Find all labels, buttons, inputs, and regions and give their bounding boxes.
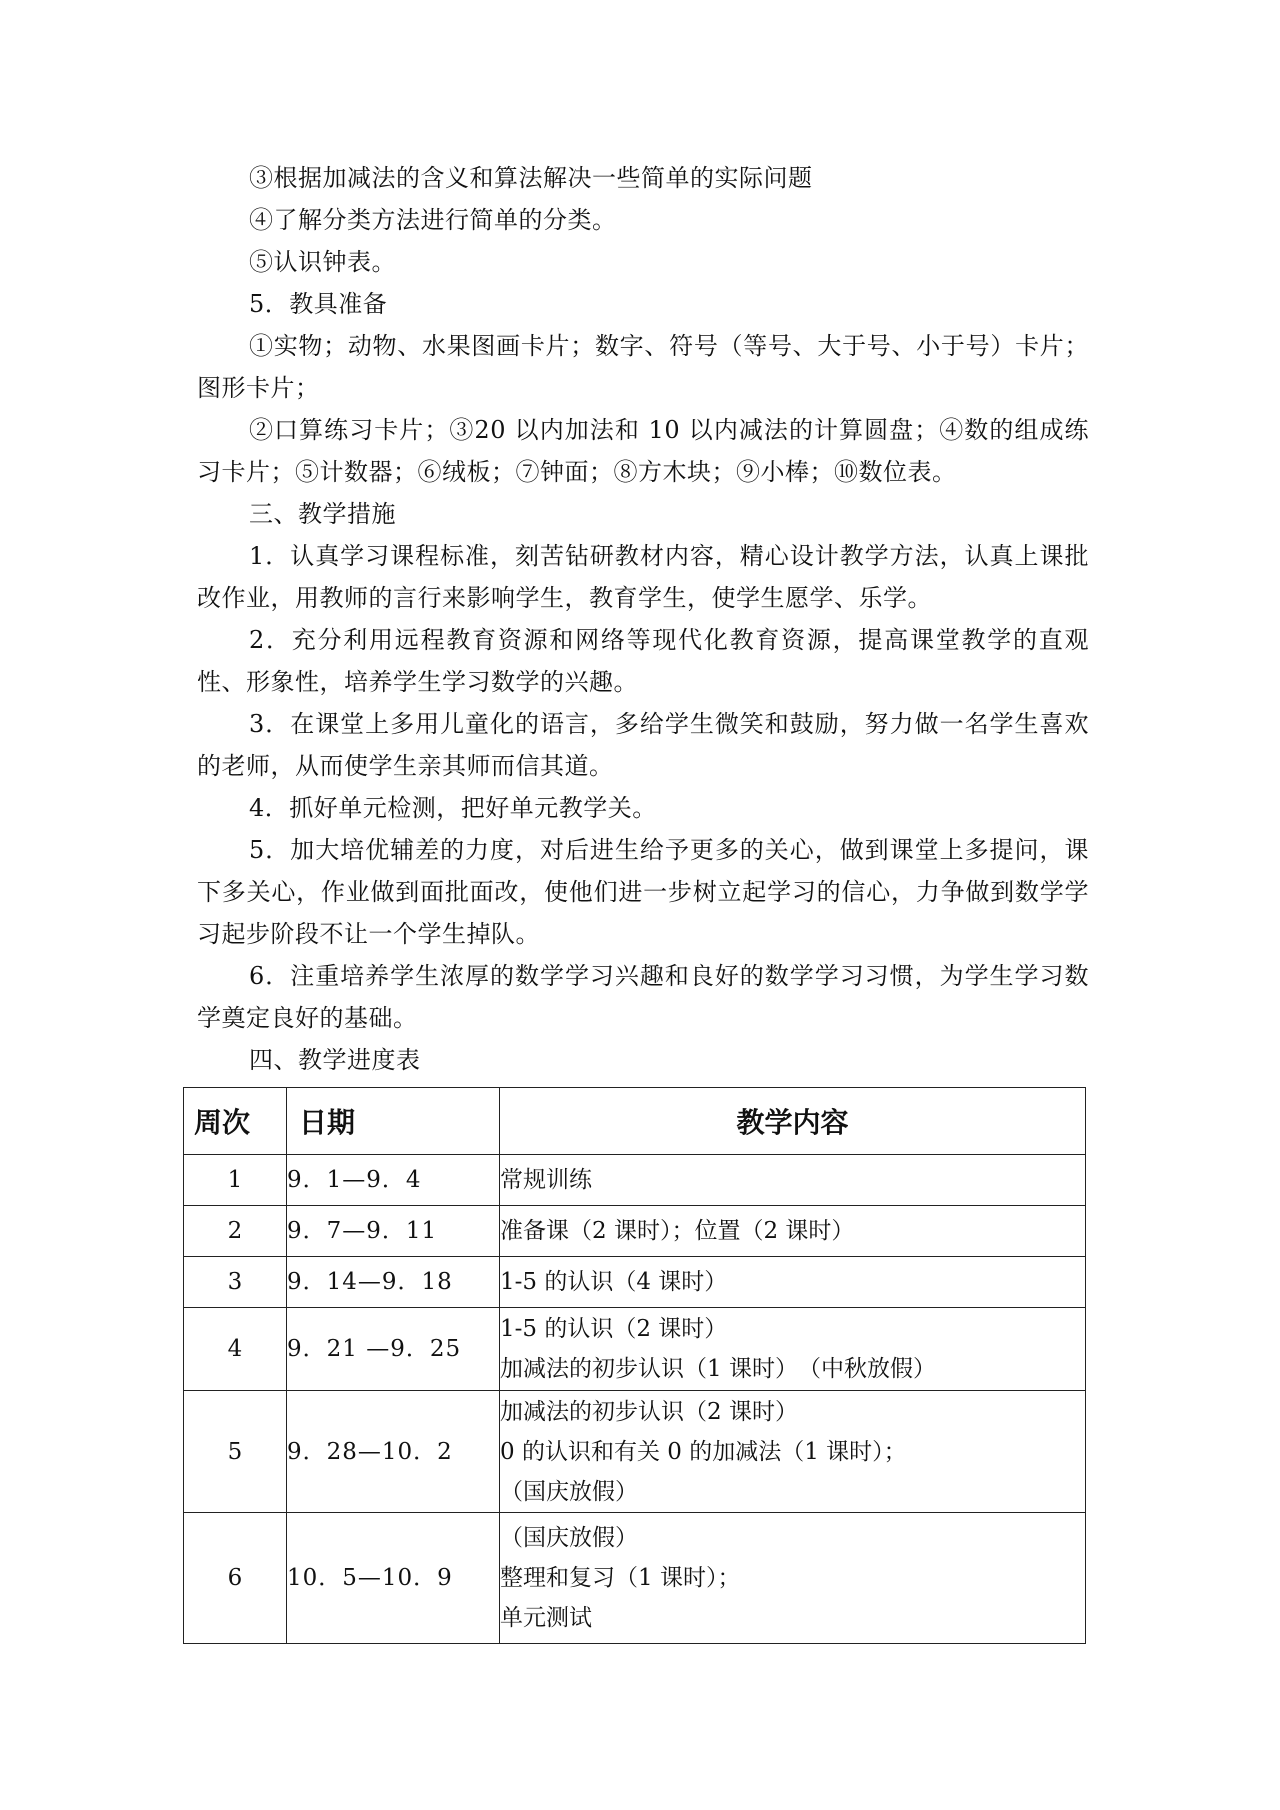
cell-date: 9．1—9．4 [287, 1155, 500, 1206]
table-row [184, 1206, 1086, 1257]
cell-week: 2 [184, 1206, 287, 1257]
cell-week: 6 [184, 1513, 287, 1644]
paragraph-measure-5: 5．加大培优辅差的力度，对后进生给予更多的关心，做到课堂上多提问，课下多关心，作业做到面批面改，使他们进一步树立起学习的信心，力争做到数学学习起步阶段不让一个学生掉队。 [197, 836, 1089, 948]
content-line: 0 的认识和有关 0 的加减法（1 课时）； [500, 1438, 907, 1465]
table-row [184, 1308, 1086, 1391]
heading-schedule: 四、教学进度表 [249, 1046, 421, 1074]
paragraph-measure-1: 1．认真学习课程标准，刻苦钻研教材内容，精心设计教学方法，认真上课批改作业，用教师的言行来影响学生，教育学生，使学生愿学、乐学。 [197, 542, 1089, 612]
content-line: 单元测试 [500, 1605, 592, 1631]
table-row [184, 1257, 1086, 1308]
body-text [197, 157, 1089, 1081]
cell-content [500, 1308, 1086, 1391]
paragraph-measure-3: 3．在课堂上多用儿童化的语言，多给学生微笑和鼓励，努力做一名学生喜欢的老师，从而使学生亲其师而信其道。 [197, 710, 1089, 780]
content-line: 加减法的初步认识（1 课时） （中秋放假） [500, 1356, 936, 1382]
cell-content [500, 1155, 1086, 1206]
cell-date: 9．7—9．11 [287, 1206, 500, 1257]
cell-date: 9．14—9．18 [287, 1257, 500, 1308]
table-header-row [184, 1088, 1086, 1155]
content-line: 1-5 的认识（2 课时） [500, 1316, 728, 1342]
heading-teaching-aids: 5．教具准备 [249, 290, 388, 318]
content-line: 整理和复习（1 课时）； [500, 1565, 741, 1591]
cell-date: 9．28—10．2 [287, 1391, 500, 1513]
paragraph-objective-3: ③根据加减法的含义和算法解决一些简单的实际问题 [249, 164, 813, 192]
cell-week: 5 [184, 1391, 287, 1513]
paragraph-objective-5: ⑤认识钟表。 [249, 248, 396, 276]
table-row [184, 1155, 1086, 1206]
cell-content [500, 1257, 1086, 1308]
cell-content [500, 1206, 1086, 1257]
cell-week: 3 [184, 1257, 287, 1308]
cell-content [500, 1513, 1086, 1644]
content-line: 准备课（2 课时）；位置（2 课时） [500, 1218, 855, 1244]
header-date: 日期 [287, 1088, 500, 1155]
table-row [184, 1391, 1086, 1513]
content-line: 1-5 的认识（4 课时） [500, 1269, 728, 1295]
table-row [184, 1513, 1086, 1644]
paragraph-objective-4: ④了解分类方法进行简单的分类。 [249, 206, 617, 234]
paragraph-measure-2: 2．充分利用远程教育资源和网络等现代化教育资源，提高课堂教学的直观性、形象性，培养学生学习数学的兴趣。 [197, 626, 1089, 696]
content-line: 常规训练 [500, 1167, 592, 1193]
paragraph-measure-6: 6．注重培养学生浓厚的数学学习兴趣和良好的数学学习习惯，为学生学习数学奠定良好的基础。 [197, 962, 1089, 1032]
content-line: （国庆放假） [500, 1525, 638, 1551]
cell-content [500, 1391, 1086, 1513]
content-line: 加减法的初步认识（2 课时） [500, 1398, 798, 1425]
header-content: 教学内容 [500, 1088, 1086, 1155]
cell-week: 1 [184, 1155, 287, 1206]
heading-teaching-measures: 三、教学措施 [249, 500, 396, 528]
content-line: （国庆放假） [500, 1478, 638, 1505]
paragraph-measure-4: 4．抓好单元检测，把好单元教学关。 [249, 794, 657, 822]
cell-week: 4 [184, 1308, 287, 1391]
paragraph-aids-2: ②口算练习卡片；③20 以内加法和 10 以内减法的计算圆盘；④数的组成练习卡片；⑤计数器；⑥绒板；⑦钟面；⑧方木块；⑨小棒；⑩数位表。 [197, 416, 1089, 486]
header-week: 周次 [184, 1088, 287, 1155]
schedule-table [183, 1087, 1086, 1644]
cell-date: 10．5—10．9 [287, 1513, 500, 1644]
cell-date: 9．21 —9．25 [287, 1308, 500, 1391]
paragraph-aids-1: ①实物；动物、水果图画卡片；数字、符号（等号、大于号、小于号）卡片；图形卡片； [197, 332, 1089, 402]
